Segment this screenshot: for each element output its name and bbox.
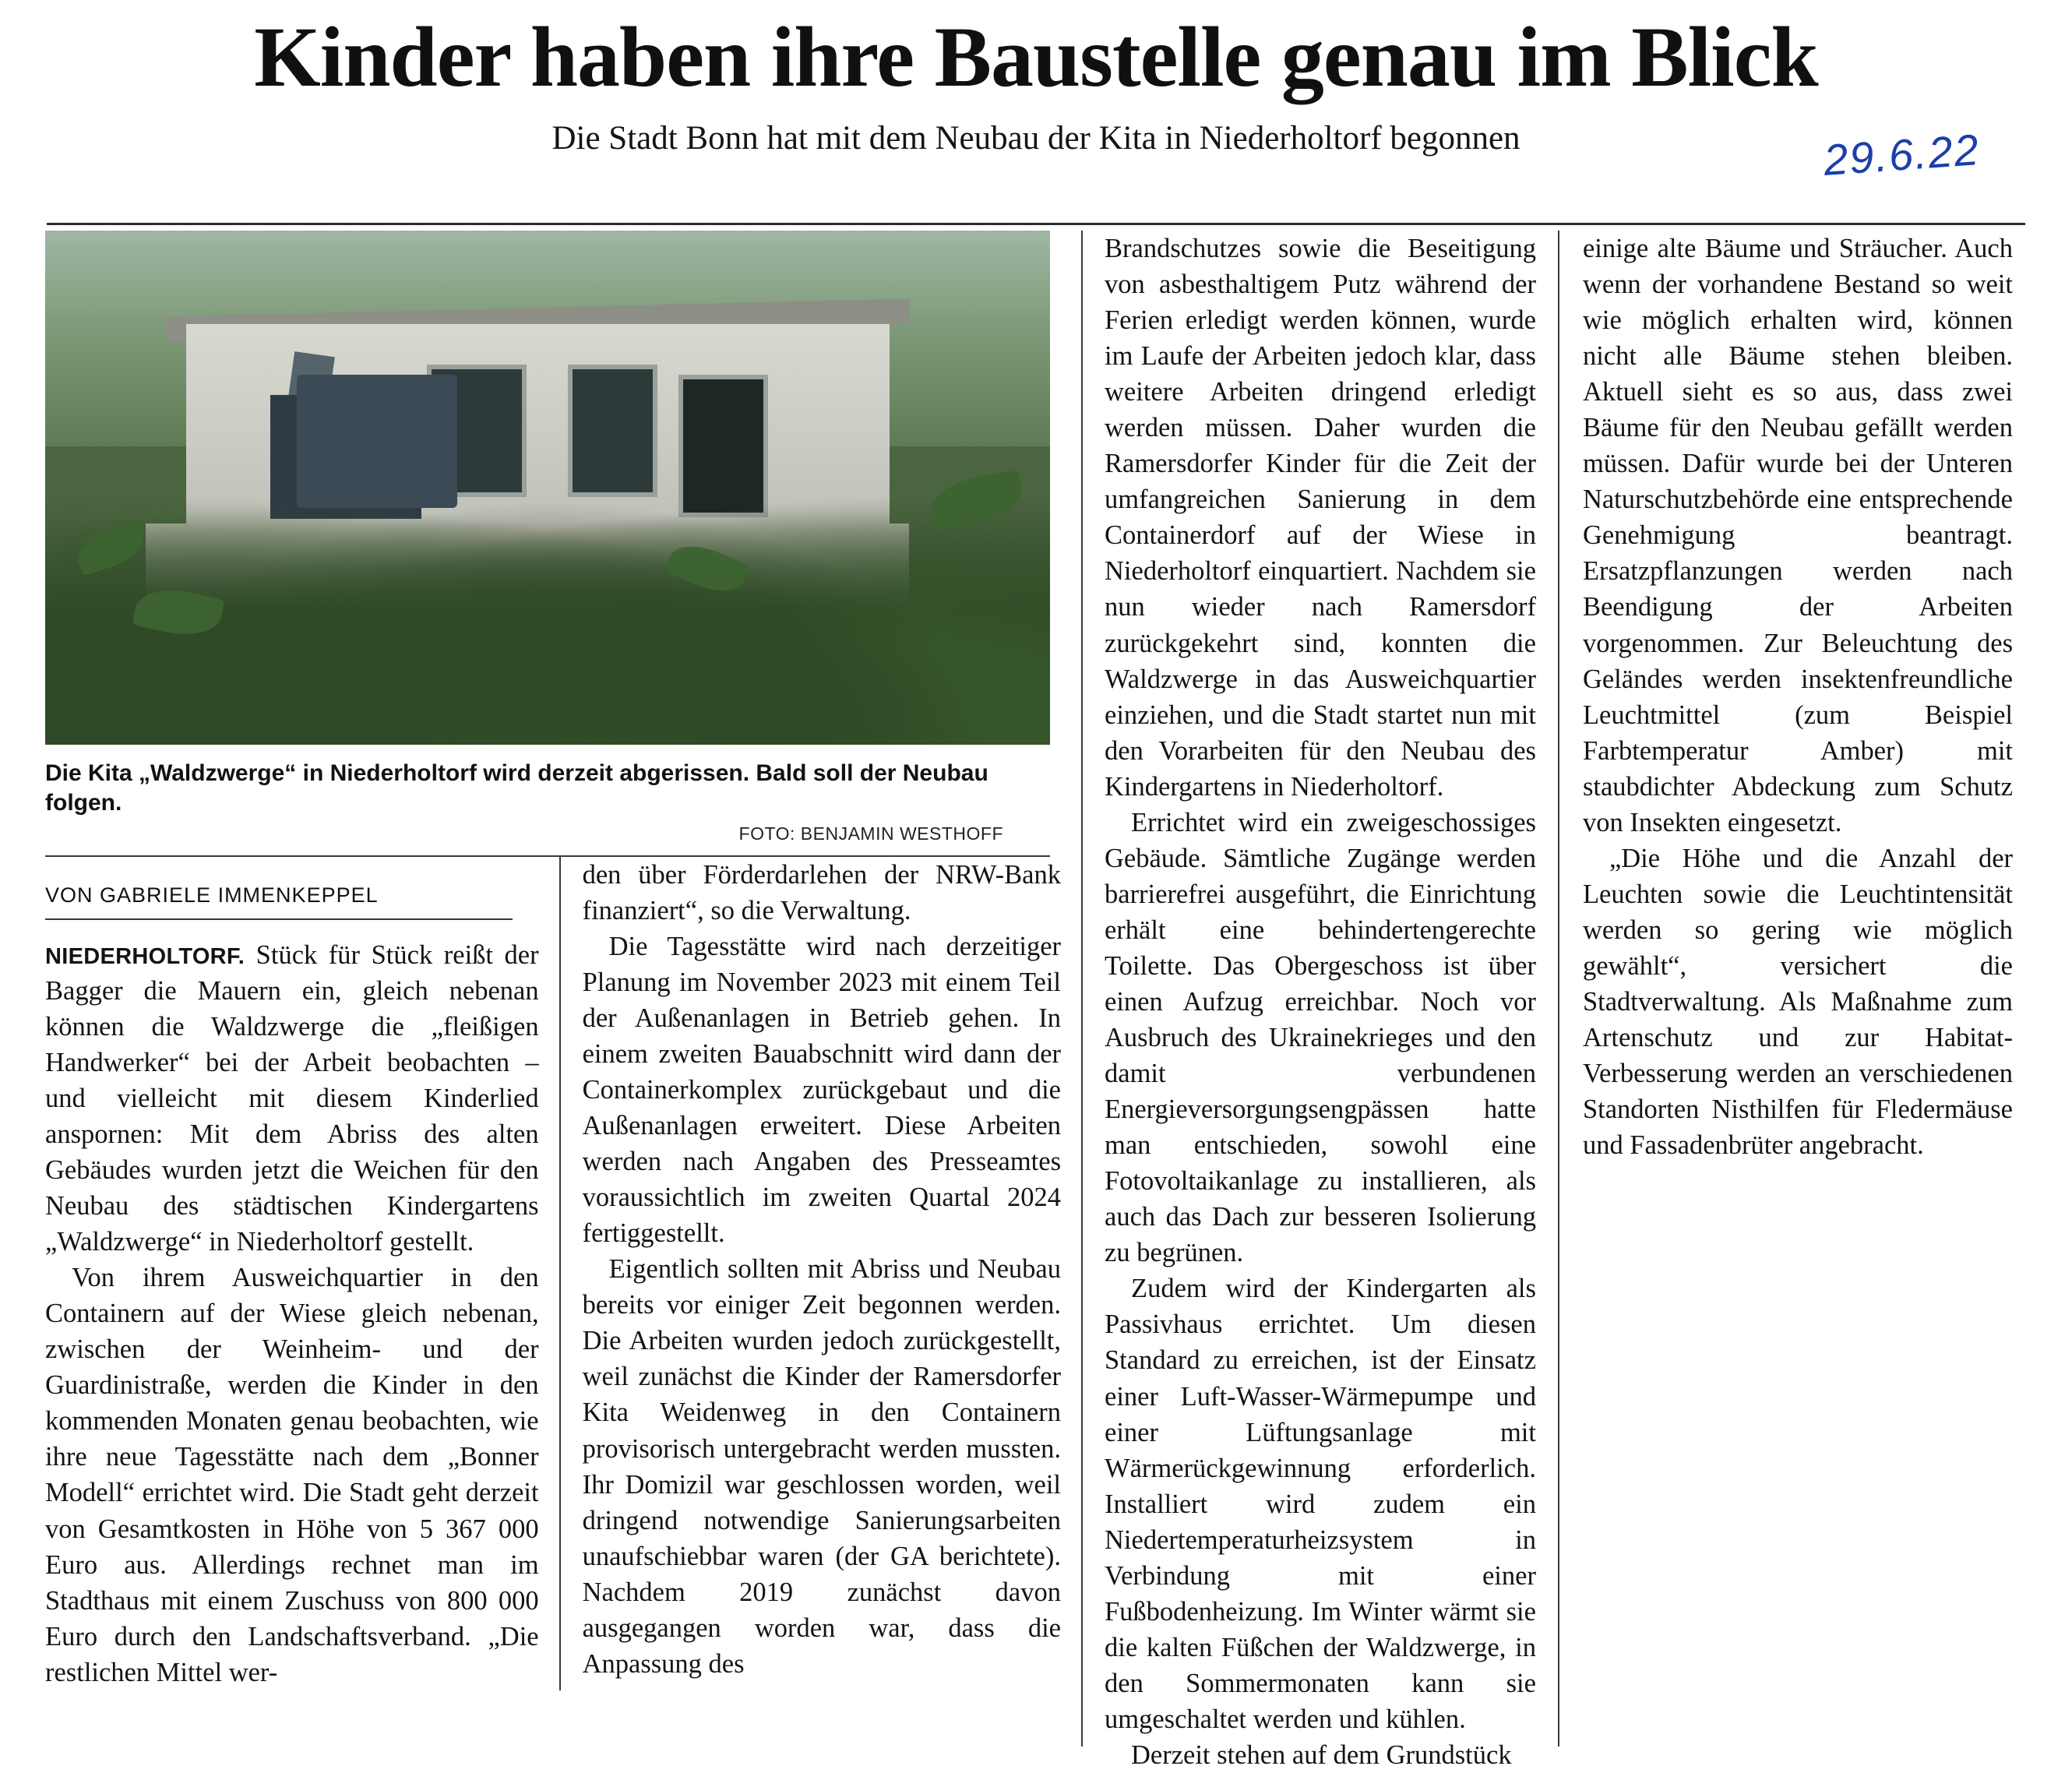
- article-columns: [45, 231, 2035, 1770]
- paragraph: Brandschutzes sowie die Beseitigung von asbesthaltigem Putz während der Ferien erledigt werden können, wurde im Laufe der Arbeiten jedoch klar, dass weitere Arbeiten dringend erledigt werden müssen. Daher wurden die Ramersdorfer Kinder für die Zeit der umfangreichen Sanierung in dem Containerdorf auf der Wiese in Niederholtorf einquartiert. Nachdem sie nun wieder nach Ramersdorf zurückgekehrt sind, konnten die Waldzwerge in das Ausweichquartier einziehen, und die Stadt startet nun mit den Vorarbeiten für den Neubau des Kindergartens in Niederholtorf.: [1105, 234, 1536, 802]
- photo-caption: Die Kita „Waldzwerge“ in Niederholtorf wird derzeit abgerissen. Bald soll der Neubau folgen.: [45, 760, 988, 816]
- paragraph: Zudem wird der Kindergarten als Passivhaus errichtet. Um diesen Standard zu erreichen, ist der Einsatz einer Luft-Wasser-Wärmepumpe und einer Lüftungsanlage mit Wärmerückgewinnung erforderlich. Installiert wird zudem ein Niedertemperaturheizsystem in Verbindung mit einer Fußbodenheizung. Im Winter wärmt sie die kalten Füßchen der Waldzwerge, in den Sommermonaten kann sie umgeschaltet werden und kühlen.: [1105, 1274, 1536, 1734]
- paragraph: den über Förderdarlehen der NRW-Bank finanziert“, so die Verwaltung.: [582, 859, 1061, 925]
- dateline: NIEDERHOLTORF.: [45, 943, 245, 969]
- column-1: [45, 857, 559, 1690]
- column-group-left: [45, 231, 1081, 1747]
- paragraph: Eigentlich sollten mit Abriss und Neubau bereits vor einiger Zeit begonnen werden. Die Arbeiten wurden jedoch zurückgestellt, weil zunächst die Kinder der Ramersdorfer Kita Weidenweg in den Containern provisorisch untergebracht werden mussten. Ihr Domizil war geschlossen worden, weil dringend notwendige Sanierungsarbeiten unaufschiebbar waren (der GA berichtete). Nachdem 2019 zunächst davon ausgegangen worden war, dass die Anpassung des: [582, 1254, 1061, 1679]
- header-divider: [47, 223, 2025, 225]
- column-2: [559, 857, 1061, 1690]
- paragraph-text: Stück für Stück reißt der Bagger die Mauern ein, gleich nebenan können die Waldzwerge die „fleißigen Handwerker“ bei der Arbeit beobachten – und vielleicht mit diesem Kinderlied anspornen: Mit dem Abriss des alten Gebäudes wurden jetzt die Weichen für den Neubau des städtischen Kindergartens „Waldzwerge“ in Niederholtorf gestellt.: [45, 939, 539, 1257]
- subheadline: Die Stadt Bonn hat mit dem Neubau der Kita in Niederholtorf begonnen: [551, 120, 1521, 157]
- byline-divider: [45, 918, 513, 920]
- paragraph: Derzeit stehen auf dem Grundstück: [1131, 1740, 1512, 1770]
- handwritten-date-annotation: 29.6.22: [1822, 125, 1982, 185]
- paragraph: Errichtet wird ein zweigeschossiges Gebäude. Sämtliche Zugänge werden barrierefrei ausgeführt, die Einrichtung erhält eine behindertengerechte Toilette. Das Obergeschoss ist über einen Aufzug erreichbar. Noch vor Ausbruch des Ukrainekrieges und den damit verbundenen Energieversorgungsengpässen hatte man entschieden, sowohl eine Fotovoltaikanlage zu installieren, als auch das Dach zur besseren Isolierung zu begrünen.: [1105, 807, 1536, 1268]
- paragraph: „Die Höhe und die Anzahl der Leuchten sowie die Leuchtintensität werden so gering wie möglich gewählt“, versichert die Stadtverwaltung. Als Maßnahme zum Artenschutz und zur Habitat-Verbesserung werden an verschiedenen Standorten Nisthilfen für Fledermäuse und Fassadenbrüter angebracht.: [1582, 843, 2013, 1161]
- column-4: [1558, 231, 2035, 1747]
- paragraph: Von ihrem Ausweichquartier in den Containern auf der Wiese gleich nebenan, zwischen der Weinheim- und der Guardinistraße, werden die Kinder in den kommenden Monaten genau beobachten, wie ihre neue Tagesstätte nach dem „Bonner Modell“ errichtet wird. Die Stadt geht derzeit von Gesamtkosten in Höhe von 5 367 000 Euro aus. Allerdings rechnet man im Stadthaus mit einem Zuschuss von 800 000 Euro durch den Landschaftsverband. „Die restlichen Mittel wer-: [45, 1263, 539, 1687]
- page-title: Kinder haben ihre Baustelle genau im Blick: [254, 9, 1818, 104]
- column-3: [1081, 231, 1558, 1770]
- paragraph: Die Tagesstätte wird nach derzeitiger Planung im November 2023 mit einem Teil der Außenanlagen in Betrieb gehen. In einem zweiten Bauabschnitt wird dann der Containerkomplex zurückgebaut und die Außenanlagen erweitert. Diese Arbeiten werden nach Angaben des Presseamtes voraussichtlich im zweiten Quartal 2024 fertiggestellt.: [582, 931, 1061, 1249]
- photo-credit: FOTO: BENJAMIN WESTHOFF: [738, 823, 1003, 844]
- byline: VON GABRIELE IMMENKEPPEL: [45, 883, 379, 907]
- paragraph: einige alte Bäume und Sträucher. Auch wenn der vorhandene Bestand so weit wie möglich erhalten wird, können nicht alle Bäume stehen bleiben. Aktuell sieht es so aus, dass zwei Bäume für den Neubau gefällt werden müssen. Dafür wurde bei der Unteren Naturschutzbehörde eine entsprechende Genehmigung beantragt. Ersatzpflanzungen werden nach Beendigung der Arbeiten vorgenommen. Zur Beleuchtung des Geländes werden insektenfreundliche Leuchtmittel (zum Beispiel Farbtemperatur Amber) mit staubdichter Abdeckung zum Schutz von Insekten eingesetzt.: [1582, 234, 2013, 837]
- article-photo: [45, 231, 1050, 745]
- newspaper-page: [0, 9, 2072, 1770]
- paragraph: [45, 937, 539, 1260]
